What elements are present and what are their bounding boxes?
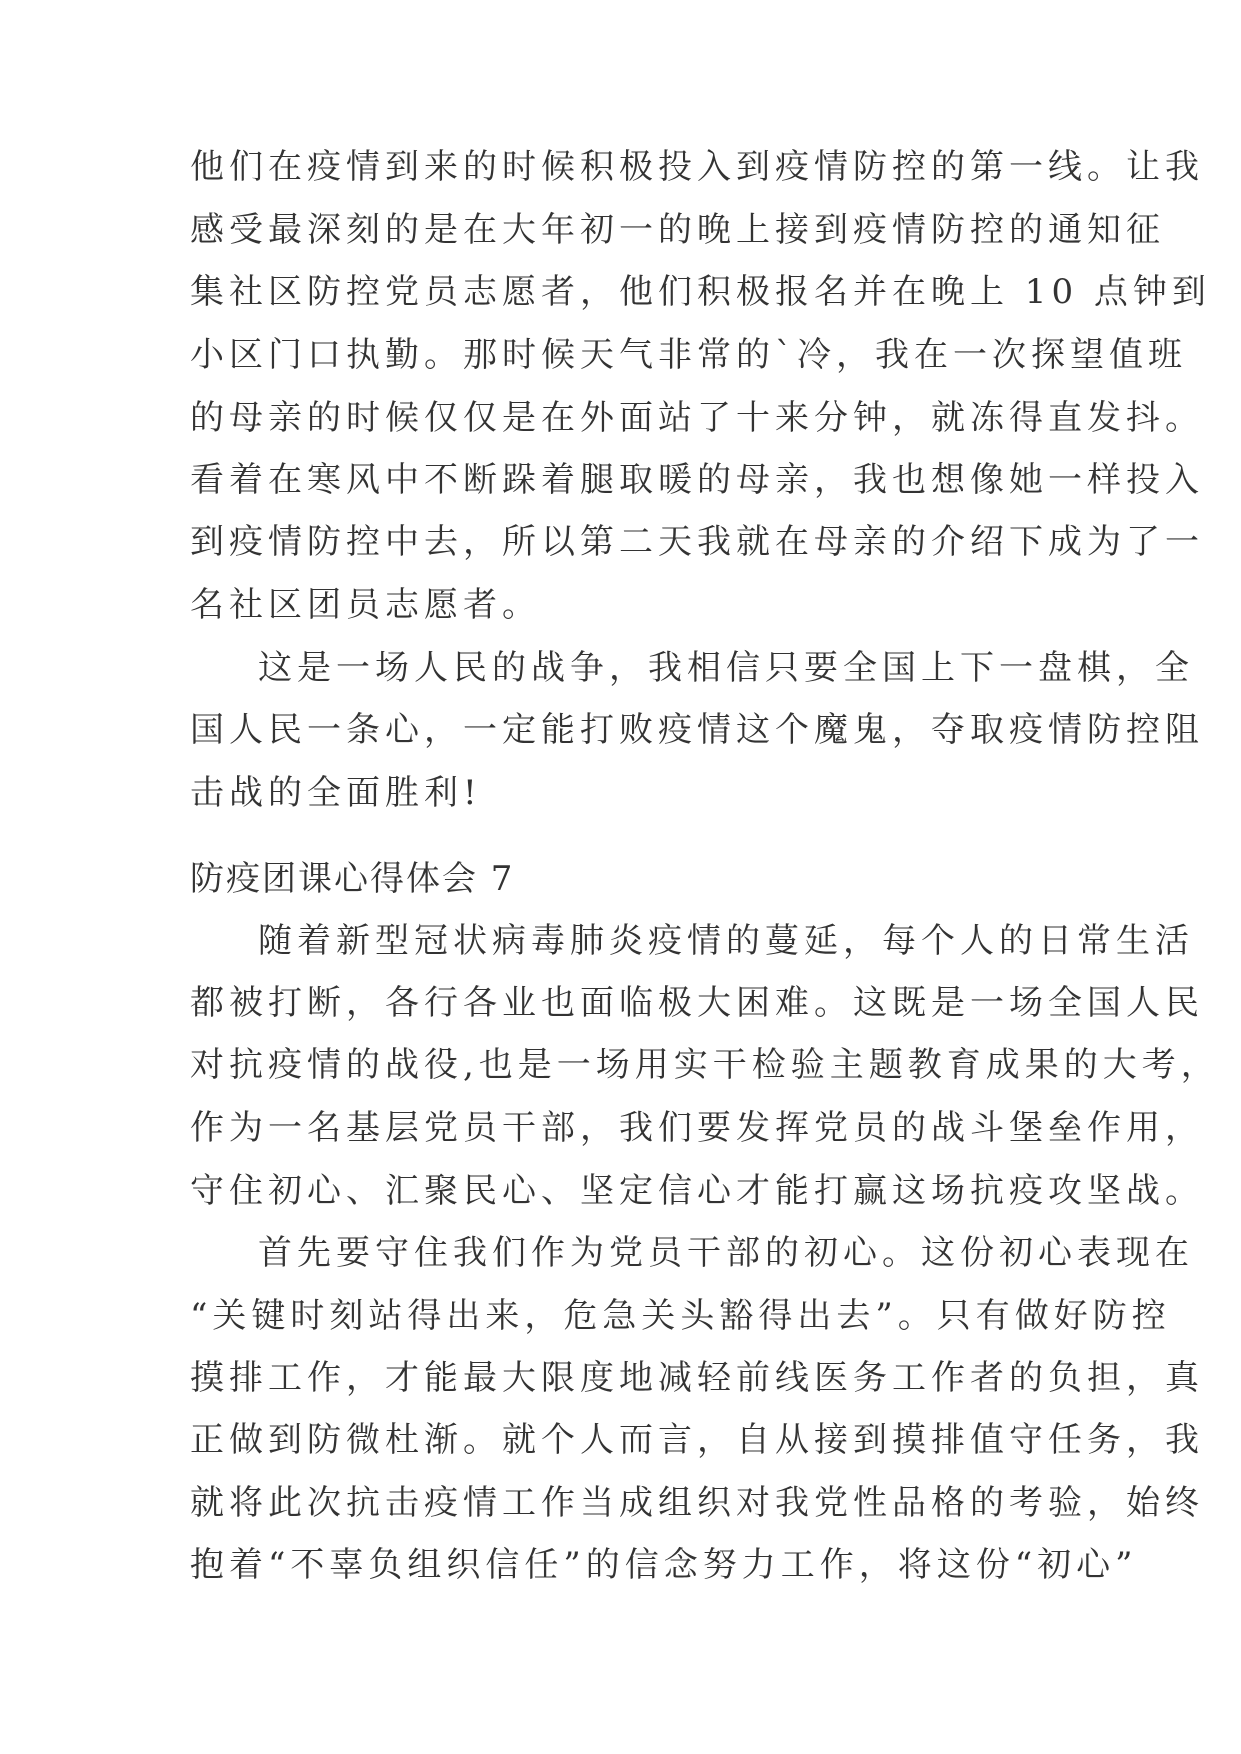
text-line: 正做到防微杜渐。就个人而言，自从接到摸排值守任务，我 xyxy=(190,1420,1204,1460)
text-line: 抱着“不辜负组织信任”的信念努力工作，将这份“初心” xyxy=(190,1545,1138,1585)
paragraph-first-line: 首先要守住我们作为党员干部的初心。这份初心表现在 xyxy=(258,1233,1194,1273)
section-heading: 防疫团课心得体会 7 xyxy=(190,859,515,899)
text-line: 的母亲的时候仅仅是在外面站了十来分钟，就冻得直发抖。 xyxy=(190,398,1204,438)
text-line: 作为一名基层党员干部，我们要发挥党员的战斗堡垒作用， xyxy=(190,1108,1204,1148)
text-line: 感受最深刻的是在大年初一的晚上接到疫情防控的通知征 xyxy=(190,210,1165,250)
text-line: 都被打断，各行各业也面临极大困难。这既是一场全国人民 xyxy=(190,983,1204,1023)
text-line: 看着在寒风中不断跺着腿取暖的母亲，我也想像她一样投入 xyxy=(190,460,1204,500)
text-line: 国人民一条心，一定能打败疫情这个魔鬼，夺取疫情防控阻 xyxy=(190,710,1204,750)
text-line: 摸排工作，才能最大限度地减轻前线医务工作者的负担，真 xyxy=(190,1358,1204,1398)
paragraph-first-line: 随着新型冠状病毒肺炎疫情的蔓延，每个人的日常生活 xyxy=(258,921,1194,961)
text-line: 集社区防控党员志愿者，他们积极报名并在晚上 10 点钟到 xyxy=(190,272,1211,312)
text-line: 名社区团员志愿者。 xyxy=(190,585,541,625)
text-line: 对抗疫情的战役,也是一场用实干检验主题教育成果的大考， xyxy=(190,1045,1220,1085)
text-line: “关键时刻站得出来，危急关头豁得出去”。只有做好防控 xyxy=(190,1296,1171,1336)
text-line: 小区门口执勤。那时候天气非常的`冷，我在一次探望值班 xyxy=(190,335,1187,375)
text-line: 击战的全面胜利! xyxy=(190,773,482,813)
paragraph-first-line: 这是一场人民的战争，我相信只要全国上下一盘棋，全 xyxy=(258,648,1194,688)
text-line: 到疫情防控中去，所以第二天我就在母亲的介绍下成为了一 xyxy=(190,522,1204,562)
text-line: 就将此次抗击疫情工作当成组织对我党性品格的考验，始终 xyxy=(190,1483,1204,1523)
text-line: 他们在疫情到来的时候积极投入到疫情防控的第一线。让我 xyxy=(190,147,1204,187)
text-line: 守住初心、汇聚民心、坚定信心才能打赢这场抗疫攻坚战。 xyxy=(190,1171,1204,1211)
